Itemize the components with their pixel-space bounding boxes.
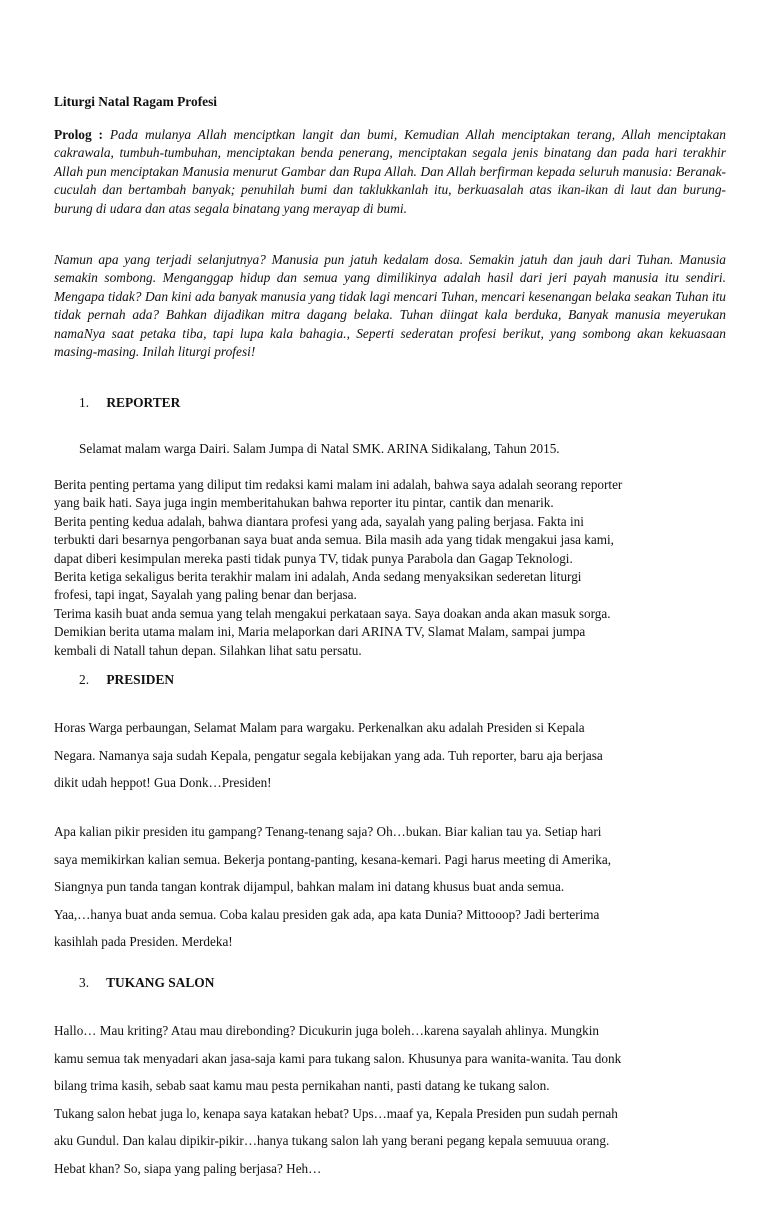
text-line: Siangnya pun tanda tangan kontrak dijampul, bahkan malam ini datang khusus buat anda semua. (54, 879, 565, 894)
section-number: 2. (79, 672, 90, 687)
text-line: Berita ketiga sekaligus berita terakhir malam ini adalah, Anda sedang menyaksikan sederetan liturgi (54, 569, 582, 585)
text-line: terbukti dari besarnya pengorbanan saya buat anda semua. Bila masih ada yang tidak mengakui jasa kami, (54, 532, 614, 548)
reporter-greeting: Selamat malam warga Dairi. Salam Jumpa di Natal SMK. ARINA Sidikalang, Tahun 2015. (79, 441, 560, 456)
text-line: aku Gundul. Dan kalau dipikir-pikir…hanya tukang salon lah yang berani pegang kepala semuuua orang. (54, 1133, 610, 1148)
text-line: Berita penting pertama yang diliput tim redaksi kami malam ini adalah, bahwa saya adalah seorang reporter (54, 477, 623, 492)
text-line: Hallo… Mau kriting? Atau mau direbonding? Dicukurin juga boleh…karena sayalah ahlinya. Mungkin (54, 1023, 599, 1038)
text-line: kamu semua tak menyadari akan jasa-saja kami para tukang salon. Khusunya para wanita-wanita. Tau donk (54, 1050, 622, 1066)
prolog-paragraph (54, 126, 726, 218)
section-title: REPORTER (106, 395, 181, 410)
section-title: PRESIDEN (106, 672, 175, 687)
text-line: Demikian berita utama malam ini, Maria melaporkan dari ARINA TV, Slamat Malam, sampai jumpa (54, 624, 586, 640)
text-line: saya memikirkan kalian semua. Bekerja pontang-panting, kesana-kemari. Pagi harus meeting di Amerika, (54, 851, 611, 867)
text-line: Horas Warga perbaungan, Selamat Malam para wargaku. Perkenalkan aku adalah Presiden si Kepala (54, 720, 585, 735)
text-line: Yaa,…hanya buat anda semua. Coba kalau presiden gak ada, apa kata Dunia? Mittooop? Jadi berterima (54, 906, 600, 922)
text-line: yang baik hati. Saya juga ingin memberitahukan bahwa reporter itu pintar, cantik dan menarik. (54, 495, 554, 511)
section-number: 1. (79, 395, 90, 410)
prolog-label: Prolog : (54, 127, 103, 142)
presiden-paragraph-2 (54, 818, 726, 956)
text-line: dikit udah heppot! Gua Donk…Presiden! (54, 775, 272, 790)
section-heading-tukang-salon (79, 975, 214, 991)
section-heading-reporter (79, 395, 180, 411)
section-title: TUKANG SALON (106, 975, 215, 990)
text-line: Berita penting kedua adalah, bahwa diantara profesi yang ada, sayalah yang paling berjasa. Fakta ini (54, 513, 584, 529)
presiden-paragraph-1 (54, 714, 726, 797)
text-line: frofesi, tapi ingat, Sayalah yang paling benar dan berjasa. (54, 587, 357, 603)
text-line: Hebat khan? So, siapa yang paling berjasa? Heh… (54, 1160, 322, 1176)
tukang-salon-body (54, 1017, 726, 1182)
prolog-text: Pada mulanya Allah menciptkan langit dan bumi, Kemudian Allah menciptakan terang, Allah menciptakan cakrawala, tumbuh-tumbuhan, menciptakan benda penerang, menciptakan segala jenis binatang dan pada hari terakhir Allah pun menciptakan Manusia menurut Gambar dan Rupa Allah. Dan Allah berfirman kepada seluruh manusia: Beranak-cuculah dan bertambah banyak; penuhilah bumi dan taklukkanlah itu, berkuasalah atas ikan-ikan di laut dan burung-burung di udara dan atas segala binatang yang merayap di bumi. (54, 127, 726, 216)
text-line: dapat diberi kesimpulan mereka pasti tidak punya TV, tidak punya Parabola dan Gagap Teknologi. (54, 550, 573, 566)
document-title: Liturgi Natal Ragam Profesi (54, 94, 218, 109)
intro-paragraph: Namun apa yang terjadi selanjutnya? Manusia pun jatuh kedalam dosa. Semakin jatuh dan jauh dari Tuhan. Manusia semakin sombong. Menganggap hidup dan semua yang dimilikinya adalah hasil dari jeri payah manusia itu sendiri. Mengapa tidak? Dan kini ada banyak manusia yang tidak lagi mencari Tuhan, mencari kesenangan belaka seakan Tuhan itu tidak pernah ada? Bahkan dijadikan mitra dagang belaka. Tuhan diingat kala berduka, Banyak manusia meyerukan namaNya saat petaka tiba, tapi lupa kala bahagia., Seperti sederatan profesi berikut, yang sombong akan kekuasaan masing-masing. Inilah liturgi profesi! (54, 252, 726, 360)
section-number: 3. (79, 975, 90, 990)
section-heading-presiden (79, 672, 174, 688)
text-line: Negara. Namanya saja sudah Kepala, pengatur segala kebijakan yang ada. Tuh reporter, baru aja berjasa (54, 747, 603, 763)
text-line: bilang trima kasih, sebab saat kamu mau pesta pernikahan nanti, pasti datang ke tukang salon. (54, 1078, 550, 1093)
text-line: kembali di Natall tahun depan. Silahkan lihat satu persatu. (54, 642, 362, 658)
reporter-body (54, 476, 726, 660)
text-line: kasihlah pada Presiden. Merdeka! (54, 934, 233, 949)
text-line: Terima kasih buat anda semua yang telah mengakui perkataan saya. Saya doakan anda akan masuk sorga. (54, 605, 611, 621)
text-line: Tukang salon hebat juga lo, kenapa saya katakan hebat? Ups…maaf ya, Kepala Presiden pun sudah pernah (54, 1105, 618, 1121)
text-line: Apa kalian pikir presiden itu gampang? Tenang-tenang saja? Oh…bukan. Biar kalian tau ya. Setiap hari (54, 824, 602, 839)
